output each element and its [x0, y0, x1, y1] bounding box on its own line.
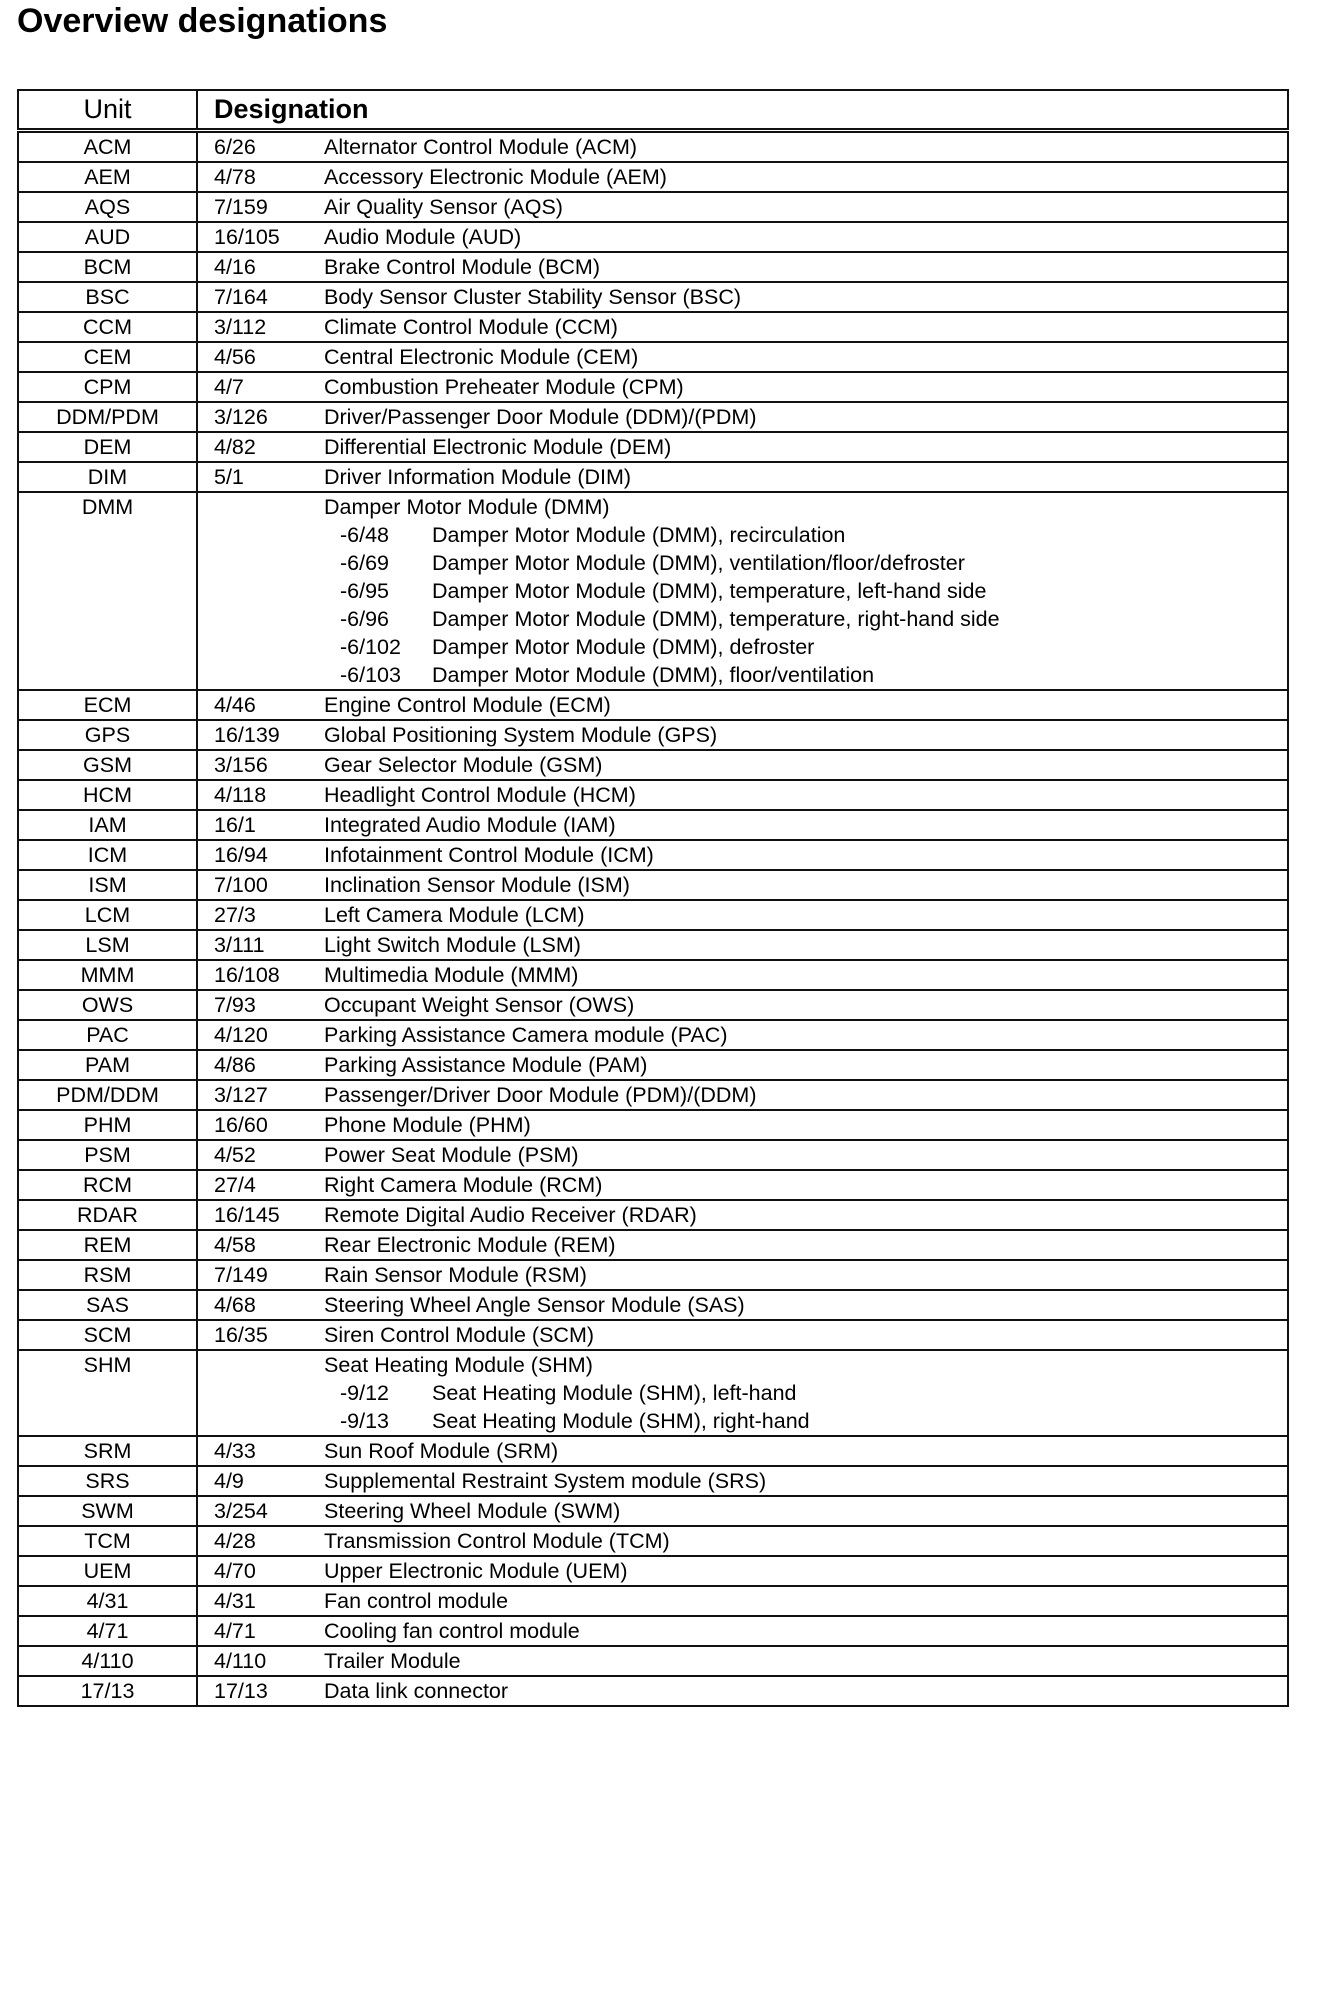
- designation-code: 3/112: [214, 315, 267, 339]
- designation-code: 4/118: [214, 783, 267, 807]
- designation-code: 3/111: [214, 933, 265, 957]
- table-row: [18, 1320, 1288, 1350]
- designation-cell: [197, 312, 1288, 342]
- unit-cell: LCM: [18, 900, 197, 930]
- table-row: [18, 1526, 1288, 1556]
- designation-code: 4/86: [214, 1053, 256, 1077]
- sub-designation-code: -6/48: [340, 523, 390, 547]
- sub-designation-name: Seat Heating Module (SHM), right-hand: [432, 1409, 810, 1433]
- designation-name: Steering Wheel Angle Sensor Module (SAS): [324, 1293, 745, 1317]
- table-row: [18, 462, 1288, 492]
- designation-cell: [197, 222, 1288, 252]
- sub-designation-code: -6/102: [340, 635, 401, 659]
- designation-code: 4/58: [214, 1233, 256, 1257]
- unit-cell: GSM: [18, 750, 197, 780]
- table-header-row: [18, 90, 1288, 131]
- designation-code: 3/254: [214, 1499, 268, 1523]
- designation-code: 16/35: [214, 1323, 268, 1347]
- designation-cell: [197, 432, 1288, 462]
- designation-cell: [197, 1110, 1288, 1140]
- designation-cell: [197, 900, 1288, 930]
- designation-code: 16/139: [214, 723, 280, 747]
- designation-cell: [197, 1320, 1288, 1350]
- table-row: [18, 960, 1288, 990]
- table-row: [18, 750, 1288, 780]
- unit-cell: SAS: [18, 1290, 197, 1320]
- sub-designation-name: Damper Motor Module (DMM), defroster: [432, 635, 815, 659]
- table-row: [18, 1556, 1288, 1586]
- designation-cell: [197, 690, 1288, 720]
- designation-code: 4/31: [214, 1589, 256, 1613]
- designation-code: 4/46: [214, 693, 256, 717]
- designation-code: 4/78: [214, 165, 256, 189]
- designation-code: 16/145: [214, 1203, 280, 1227]
- designation-cell: [197, 990, 1288, 1020]
- designation-cell: [197, 462, 1288, 492]
- sub-designation-name: Damper Motor Module (DMM), floor/ventilation: [432, 663, 875, 687]
- designation-cell: [197, 372, 1288, 402]
- unit-cell: 4/31: [18, 1586, 197, 1616]
- unit-cell: DMM: [18, 492, 197, 690]
- unit-cell: TCM: [18, 1526, 197, 1556]
- unit-cell: 4/71: [18, 1616, 197, 1646]
- unit-cell: GPS: [18, 720, 197, 750]
- table-row: [18, 192, 1288, 222]
- sub-designation-code: -6/69: [340, 551, 390, 575]
- table-row: [18, 312, 1288, 342]
- table-row: [18, 930, 1288, 960]
- table-row: [18, 282, 1288, 312]
- table-row: [18, 1230, 1288, 1260]
- table-row: [18, 432, 1288, 462]
- table-row: [18, 1496, 1288, 1526]
- designation-code: 5/1: [214, 465, 244, 489]
- unit-cell: SCM: [18, 1320, 197, 1350]
- designation-cell: [197, 1230, 1288, 1260]
- designation-cell: [197, 1436, 1288, 1466]
- designation-cell: [197, 960, 1288, 990]
- unit-cell: PSM: [18, 1140, 197, 1170]
- table-row: [18, 1170, 1288, 1200]
- unit-cell: PHM: [18, 1110, 197, 1140]
- designation-cell: [197, 131, 1288, 163]
- table-row: [18, 1110, 1288, 1140]
- designation-name: Left Camera Module (LCM): [324, 903, 585, 927]
- unit-cell: DDM/PDM: [18, 402, 197, 432]
- designation-cell: [197, 750, 1288, 780]
- designation-name: Audio Module (AUD): [324, 225, 522, 249]
- unit-cell: SRM: [18, 1436, 197, 1466]
- designation-name: Damper Motor Module (DMM): [324, 495, 610, 519]
- designation-cell: [197, 1466, 1288, 1496]
- table-row: [18, 162, 1288, 192]
- designation-code: 17/13: [214, 1679, 268, 1703]
- table-row: [18, 1646, 1288, 1676]
- designation-code: 16/1: [214, 813, 256, 837]
- table-row: [18, 1586, 1288, 1616]
- designations-table: [17, 89, 1289, 1707]
- designation-cell: [197, 252, 1288, 282]
- unit-cell: 4/110: [18, 1646, 197, 1676]
- sub-designation: [198, 549, 1287, 577]
- designation-cell: [197, 1200, 1288, 1230]
- table-row: [18, 1290, 1288, 1320]
- designation-name: Supplemental Restraint System module (SRS): [324, 1469, 767, 1493]
- sub-designation: [198, 577, 1287, 605]
- sub-designation: [198, 1379, 1287, 1407]
- unit-cell: CPM: [18, 372, 197, 402]
- table-row: [18, 870, 1288, 900]
- designation-cell: [197, 1080, 1288, 1110]
- designation-code: 7/164: [214, 285, 268, 309]
- designation-name: Multimedia Module (MMM): [324, 963, 579, 987]
- unit-cell: ACM: [18, 131, 197, 163]
- designation-name: Engine Control Module (ECM): [324, 693, 611, 717]
- unit-cell: 17/13: [18, 1676, 197, 1706]
- designation-name: Passenger/Driver Door Module (PDM)/(DDM): [324, 1083, 757, 1107]
- designation-code: 4/110: [214, 1649, 267, 1673]
- designation-code: 27/3: [214, 903, 256, 927]
- unit-cell: SWM: [18, 1496, 197, 1526]
- designation-code: 3/126: [214, 405, 268, 429]
- table-row: [18, 1200, 1288, 1230]
- table-row: [18, 720, 1288, 750]
- table-row: [18, 1466, 1288, 1496]
- designation-code: 4/68: [214, 1293, 256, 1317]
- designation-code: 4/7: [214, 375, 244, 399]
- table-row: [18, 222, 1288, 252]
- unit-cell: SRS: [18, 1466, 197, 1496]
- designation-code: 4/28: [214, 1529, 256, 1553]
- unit-cell: REM: [18, 1230, 197, 1260]
- designation-name: Right Camera Module (RCM): [324, 1173, 603, 1197]
- unit-column-header: Unit: [18, 90, 197, 131]
- sub-designation: [198, 633, 1287, 661]
- sub-designation-name: Damper Motor Module (DMM), recirculation: [432, 523, 846, 547]
- designation-name: Occupant Weight Sensor (OWS): [324, 993, 635, 1017]
- table-row: [18, 342, 1288, 372]
- designation-code: 4/70: [214, 1559, 256, 1583]
- unit-cell: HCM: [18, 780, 197, 810]
- designation-name: Headlight Control Module (HCM): [324, 783, 636, 807]
- sub-designation-code: -9/13: [340, 1409, 390, 1433]
- designation-name: Data link connector: [324, 1679, 509, 1703]
- sub-designation-code: -9/12: [340, 1381, 390, 1405]
- designation-code: 16/108: [214, 963, 280, 987]
- designation-cell: [197, 1290, 1288, 1320]
- designation-code: [198, 1351, 324, 1379]
- designation-name: Steering Wheel Module (SWM): [324, 1499, 621, 1523]
- unit-cell: ICM: [18, 840, 197, 870]
- designation-name: Parking Assistance Module (PAM): [324, 1053, 648, 1077]
- designation-name: Rear Electronic Module (REM): [324, 1233, 616, 1257]
- designation-code: 27/4: [214, 1173, 256, 1197]
- table-row: [18, 840, 1288, 870]
- table-row: [18, 131, 1288, 163]
- table-row: [18, 1020, 1288, 1050]
- table-row: [18, 252, 1288, 282]
- unit-cell: BCM: [18, 252, 197, 282]
- designation-name: Gear Selector Module (GSM): [324, 753, 603, 777]
- table-row: [18, 900, 1288, 930]
- designation-cell: [197, 342, 1288, 372]
- table-row: [18, 1260, 1288, 1290]
- designation-code: 4/16: [214, 255, 256, 279]
- designation-name: Alternator Control Module (ACM): [324, 135, 638, 159]
- unit-cell: SHM: [18, 1350, 197, 1436]
- designation-name: Parking Assistance Camera module (PAC): [324, 1023, 728, 1047]
- designation-code: 16/94: [214, 843, 268, 867]
- sub-designation-name: Seat Heating Module (SHM), left-hand: [432, 1381, 797, 1405]
- designation-column-header: Designation: [197, 90, 1288, 131]
- sub-designation: [198, 605, 1287, 633]
- designation-cell: [197, 1676, 1288, 1706]
- designation-code: 16/60: [214, 1113, 268, 1137]
- sub-designation-name: Damper Motor Module (DMM), ventilation/floor/defroster: [432, 551, 965, 575]
- designation-name: Brake Control Module (BCM): [324, 255, 601, 279]
- designation-code: [198, 493, 324, 521]
- designation-code: 16/105: [214, 225, 280, 249]
- table-row: [18, 1436, 1288, 1466]
- designation-code: 4/82: [214, 435, 256, 459]
- designation-code: 4/9: [214, 1469, 244, 1493]
- unit-cell: LSM: [18, 930, 197, 960]
- table-row: [18, 1616, 1288, 1646]
- designation-cell: [197, 1050, 1288, 1080]
- unit-cell: MMM: [18, 960, 197, 990]
- designation-code: 7/93: [214, 993, 256, 1017]
- designation-cell: [197, 930, 1288, 960]
- designation-cell: [197, 1140, 1288, 1170]
- designation-cell: [197, 870, 1288, 900]
- unit-cell: OWS: [18, 990, 197, 1020]
- designation-cell: [197, 1646, 1288, 1676]
- sub-designation-name: Damper Motor Module (DMM), temperature, left-hand side: [432, 579, 987, 603]
- designation-name: Phone Module (PHM): [324, 1113, 531, 1137]
- designation-name: Air Quality Sensor (AQS): [324, 195, 563, 219]
- designation-code: 7/149: [214, 1263, 268, 1287]
- designation-cell: [197, 1496, 1288, 1526]
- table-row: [18, 402, 1288, 432]
- designation-name: Power Seat Module (PSM): [324, 1143, 579, 1167]
- designation-name: Cooling fan control module: [324, 1619, 580, 1643]
- designation-code: 4/71: [214, 1619, 256, 1643]
- unit-cell: RDAR: [18, 1200, 197, 1230]
- unit-cell: RSM: [18, 1260, 197, 1290]
- unit-cell: PAC: [18, 1020, 197, 1050]
- designation-cell: [197, 192, 1288, 222]
- designation-name: Differential Electronic Module (DEM): [324, 435, 672, 459]
- designation-cell: [197, 1586, 1288, 1616]
- sub-designation: [198, 1407, 1287, 1435]
- unit-cell: DEM: [18, 432, 197, 462]
- designation-name: Rain Sensor Module (RSM): [324, 1263, 587, 1287]
- designation-cell: [197, 162, 1288, 192]
- designation-cell: [197, 282, 1288, 312]
- designation-name: Climate Control Module (CCM): [324, 315, 618, 339]
- unit-cell: AQS: [18, 192, 197, 222]
- table-row: [18, 372, 1288, 402]
- designation-name: Driver Information Module (DIM): [324, 465, 632, 489]
- designation-cell: [197, 492, 1288, 690]
- designation-name: Seat Heating Module (SHM): [324, 1353, 593, 1377]
- designation-cell: [197, 402, 1288, 432]
- unit-cell: ISM: [18, 870, 197, 900]
- unit-cell: IAM: [18, 810, 197, 840]
- unit-cell: RCM: [18, 1170, 197, 1200]
- designation-code: 4/33: [214, 1439, 256, 1463]
- designation-cell: [197, 1526, 1288, 1556]
- table-row: [18, 1140, 1288, 1170]
- designation-cell: [197, 1616, 1288, 1646]
- designation-cell: [197, 720, 1288, 750]
- sub-designation-code: -6/103: [340, 663, 401, 687]
- unit-cell: CEM: [18, 342, 197, 372]
- unit-cell: AUD: [18, 222, 197, 252]
- designation-code: 6/26: [214, 135, 256, 159]
- unit-cell: PAM: [18, 1050, 197, 1080]
- designation-name: Central Electronic Module (CEM): [324, 345, 639, 369]
- designation-cell: [197, 1260, 1288, 1290]
- designation-code: 4/120: [214, 1023, 268, 1047]
- designation-code: 4/52: [214, 1143, 256, 1167]
- page-title: Overview designations: [17, 2, 388, 40]
- table-row: [18, 690, 1288, 720]
- designation-name: Infotainment Control Module (ICM): [324, 843, 654, 867]
- sub-designation: [198, 521, 1287, 549]
- unit-cell: UEM: [18, 1556, 197, 1586]
- designation-name: Fan control module: [324, 1589, 509, 1613]
- unit-cell: AEM: [18, 162, 197, 192]
- table-row: [18, 1080, 1288, 1110]
- designation-code: 4/56: [214, 345, 256, 369]
- table-row: [18, 990, 1288, 1020]
- designation-name: Combustion Preheater Module (CPM): [324, 375, 684, 399]
- sub-designation: [198, 661, 1287, 689]
- designation-name: Sun Roof Module (SRM): [324, 1439, 559, 1463]
- designation-name: Transmission Control Module (TCM): [324, 1529, 670, 1553]
- unit-cell: DIM: [18, 462, 197, 492]
- designation-name: Upper Electronic Module (UEM): [324, 1559, 628, 1583]
- designation-cell: [197, 1020, 1288, 1050]
- table-row: [18, 810, 1288, 840]
- designation-name: Light Switch Module (LSM): [324, 933, 581, 957]
- designation-name: Trailer Module: [324, 1649, 461, 1673]
- unit-cell: PDM/DDM: [18, 1080, 197, 1110]
- table-row: [18, 492, 1288, 690]
- sub-designation-code: -6/95: [340, 579, 390, 603]
- designation-name: Inclination Sensor Module (ISM): [324, 873, 630, 897]
- designation-name: Body Sensor Cluster Stability Sensor (BSC): [324, 285, 742, 309]
- designation-code: 7/159: [214, 195, 268, 219]
- designation-cell: [197, 1170, 1288, 1200]
- designation-name: Accessory Electronic Module (AEM): [324, 165, 667, 189]
- designation-name: Integrated Audio Module (IAM): [324, 813, 616, 837]
- unit-cell: BSC: [18, 282, 197, 312]
- table-row: [18, 1050, 1288, 1080]
- sub-designation-name: Damper Motor Module (DMM), temperature, right-hand side: [432, 607, 1000, 631]
- designation-code: 7/100: [214, 873, 268, 897]
- designation-code: 3/127: [214, 1083, 268, 1107]
- designation-cell: [197, 1556, 1288, 1586]
- table-row: [18, 1676, 1288, 1706]
- sub-designation-code: -6/96: [340, 607, 390, 631]
- designation-cell: [197, 840, 1288, 870]
- table-row: [18, 1350, 1288, 1436]
- designation-cell: [197, 780, 1288, 810]
- designation-name: Siren Control Module (SCM): [324, 1323, 595, 1347]
- unit-cell: ECM: [18, 690, 197, 720]
- table-body: [18, 131, 1288, 1707]
- designation-cell: [197, 1350, 1288, 1436]
- designation-name: Remote Digital Audio Receiver (RDAR): [324, 1203, 697, 1227]
- designation-name: Driver/Passenger Door Module (DDM)/(PDM): [324, 405, 757, 429]
- designation-code: 3/156: [214, 753, 268, 777]
- unit-cell: CCM: [18, 312, 197, 342]
- designation-name: Global Positioning System Module (GPS): [324, 723, 718, 747]
- table-row: [18, 780, 1288, 810]
- designation-cell: [197, 810, 1288, 840]
